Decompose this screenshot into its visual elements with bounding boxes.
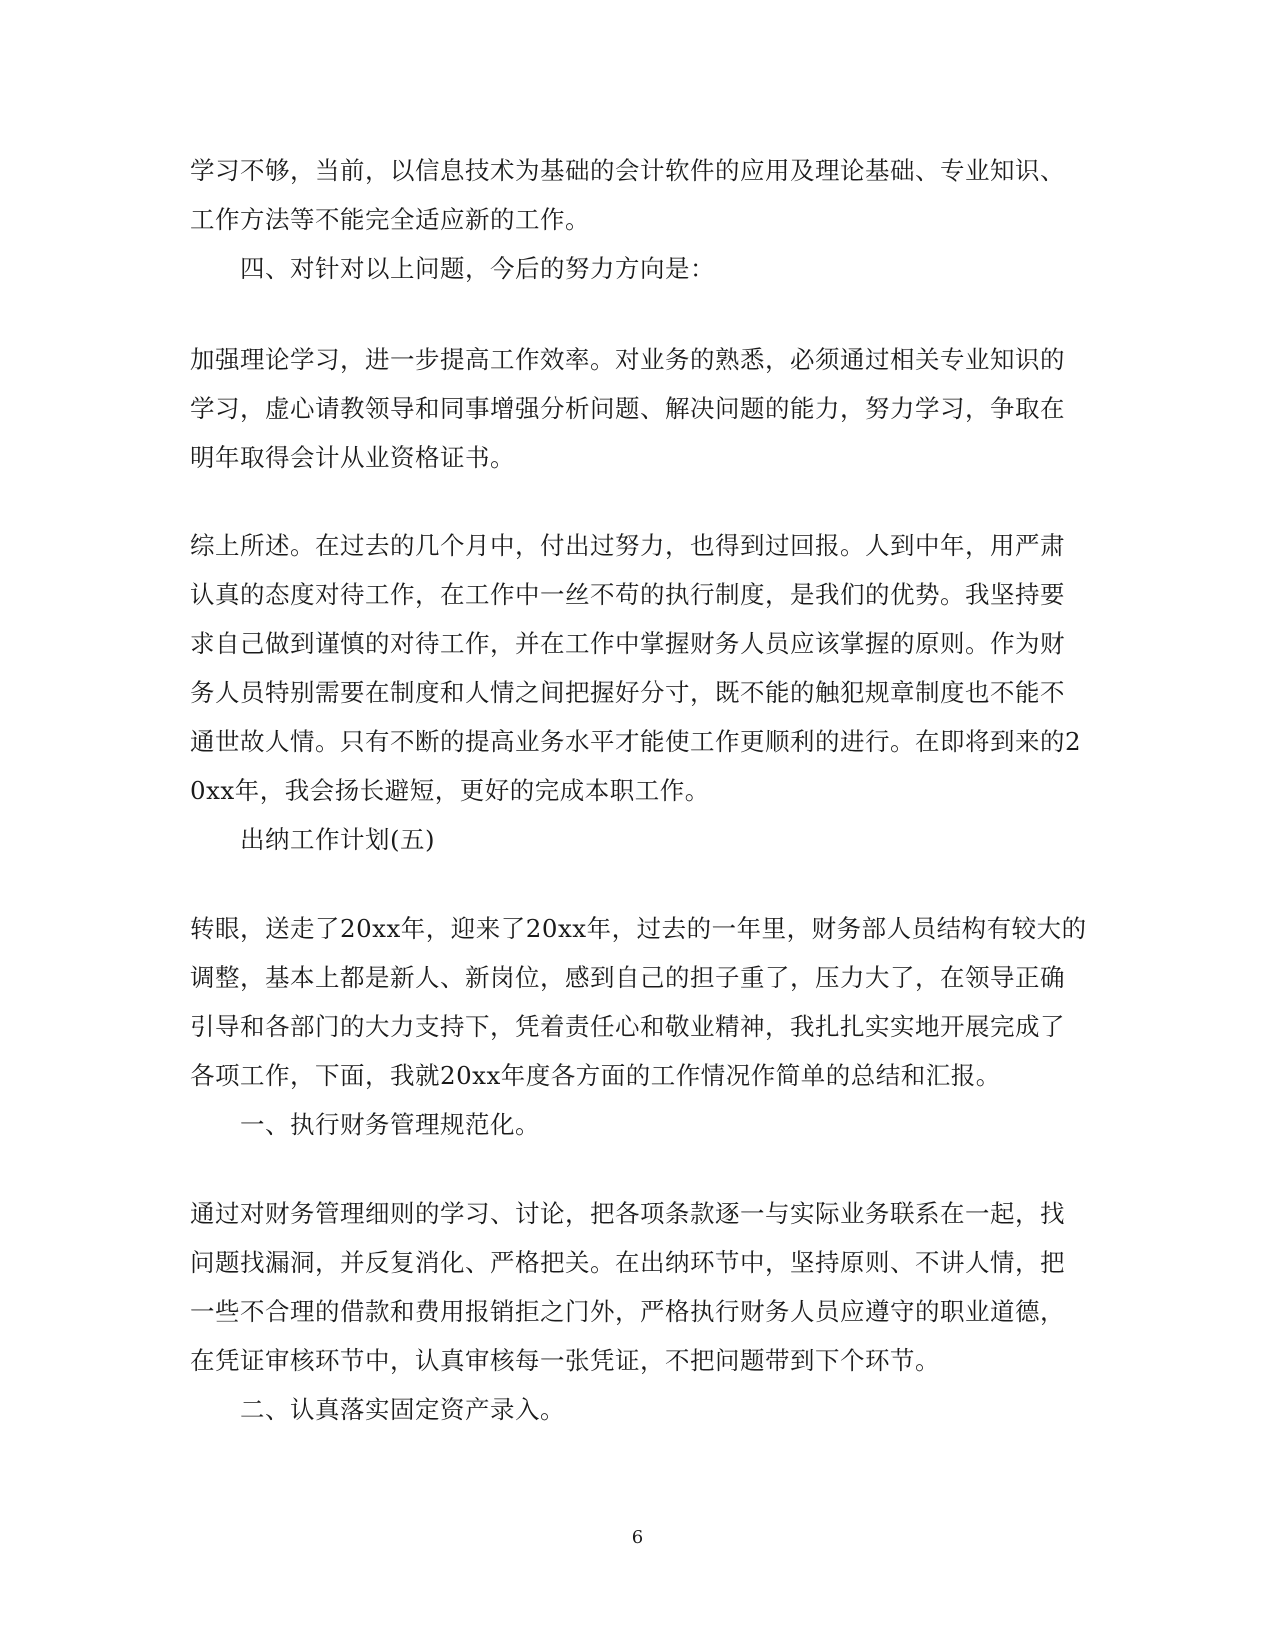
- text-line: 明年取得会计从业资格证书。: [190, 443, 515, 472]
- section-heading: 一、执行财务管理规范化。: [240, 1110, 540, 1139]
- text-line: 一些不合理的借款和费用报销拒之门外，严格执行财务人员应遵守的职业道德，: [190, 1297, 1065, 1326]
- page-number: 6: [631, 1527, 644, 1548]
- text-line: 问题找漏洞，并反复消化、严格把关。在出纳环节中，坚持原则、不讲人情，把: [190, 1248, 1065, 1277]
- text-line: 学习不够，当前，以信息技术为基础的会计软件的应用及理论基础、专业知识、: [190, 156, 1065, 185]
- text-line: 调整，基本上都是新人、新岗位，感到自己的担子重了，压力大了，在领导正确: [190, 963, 1065, 992]
- text-line: 综上所述。在过去的几个月中，付出过努力，也得到过回报。人到中年，用严肃: [190, 531, 1065, 560]
- text-line: 务人员特别需要在制度和人情之间把握好分寸，既不能的触犯规章制度也不能不: [190, 678, 1065, 707]
- text-line: 在凭证审核环节中，认真审核每一张凭证，不把问题带到下个环节。: [190, 1346, 940, 1375]
- text-line: 转眼，送走了20xx年，迎来了20xx年，过去的一年里，财务部人员结构有较大的: [190, 914, 1087, 943]
- text-line: 工作方法等不能完全适应新的工作。: [190, 205, 590, 234]
- text-line: 学习，虚心请教领导和同事增强分析问题、解决问题的能力，努力学习，争取在: [190, 394, 1065, 423]
- text-line: 引导和各部门的大力支持下，凭着责任心和敬业精神，我扎扎实实地开展完成了: [190, 1012, 1065, 1041]
- text-line: 认真的态度对待工作，在工作中一丝不苟的执行制度，是我们的优势。我坚持要: [190, 580, 1065, 609]
- text-line: 0xx年，我会扬长避短，更好的完成本职工作。: [190, 776, 710, 805]
- section-heading: 出纳工作计划(五): [240, 825, 436, 854]
- text-line: 通世故人情。只有不断的提高业务水平才能使工作更顺利的进行。在即将到来的2: [190, 727, 1082, 756]
- section-heading: 四、对针对以上问题，今后的努力方向是：: [240, 254, 715, 283]
- text-line: 求自己做到谨慎的对待工作，并在工作中掌握财务人员应该掌握的原则。作为财: [190, 629, 1065, 658]
- text-line: 通过对财务管理细则的学习、讨论，把各项条款逐一与实际业务联系在一起，找: [190, 1199, 1065, 1228]
- text-line: 加强理论学习，进一步提高工作效率。对业务的熟悉，必须通过相关专业知识的: [190, 345, 1065, 374]
- section-heading: 二、认真落实固定资产录入。: [240, 1395, 565, 1424]
- text-line: 各项工作，下面，我就20xx年度各方面的工作情况作简单的总结和汇报。: [190, 1061, 1001, 1090]
